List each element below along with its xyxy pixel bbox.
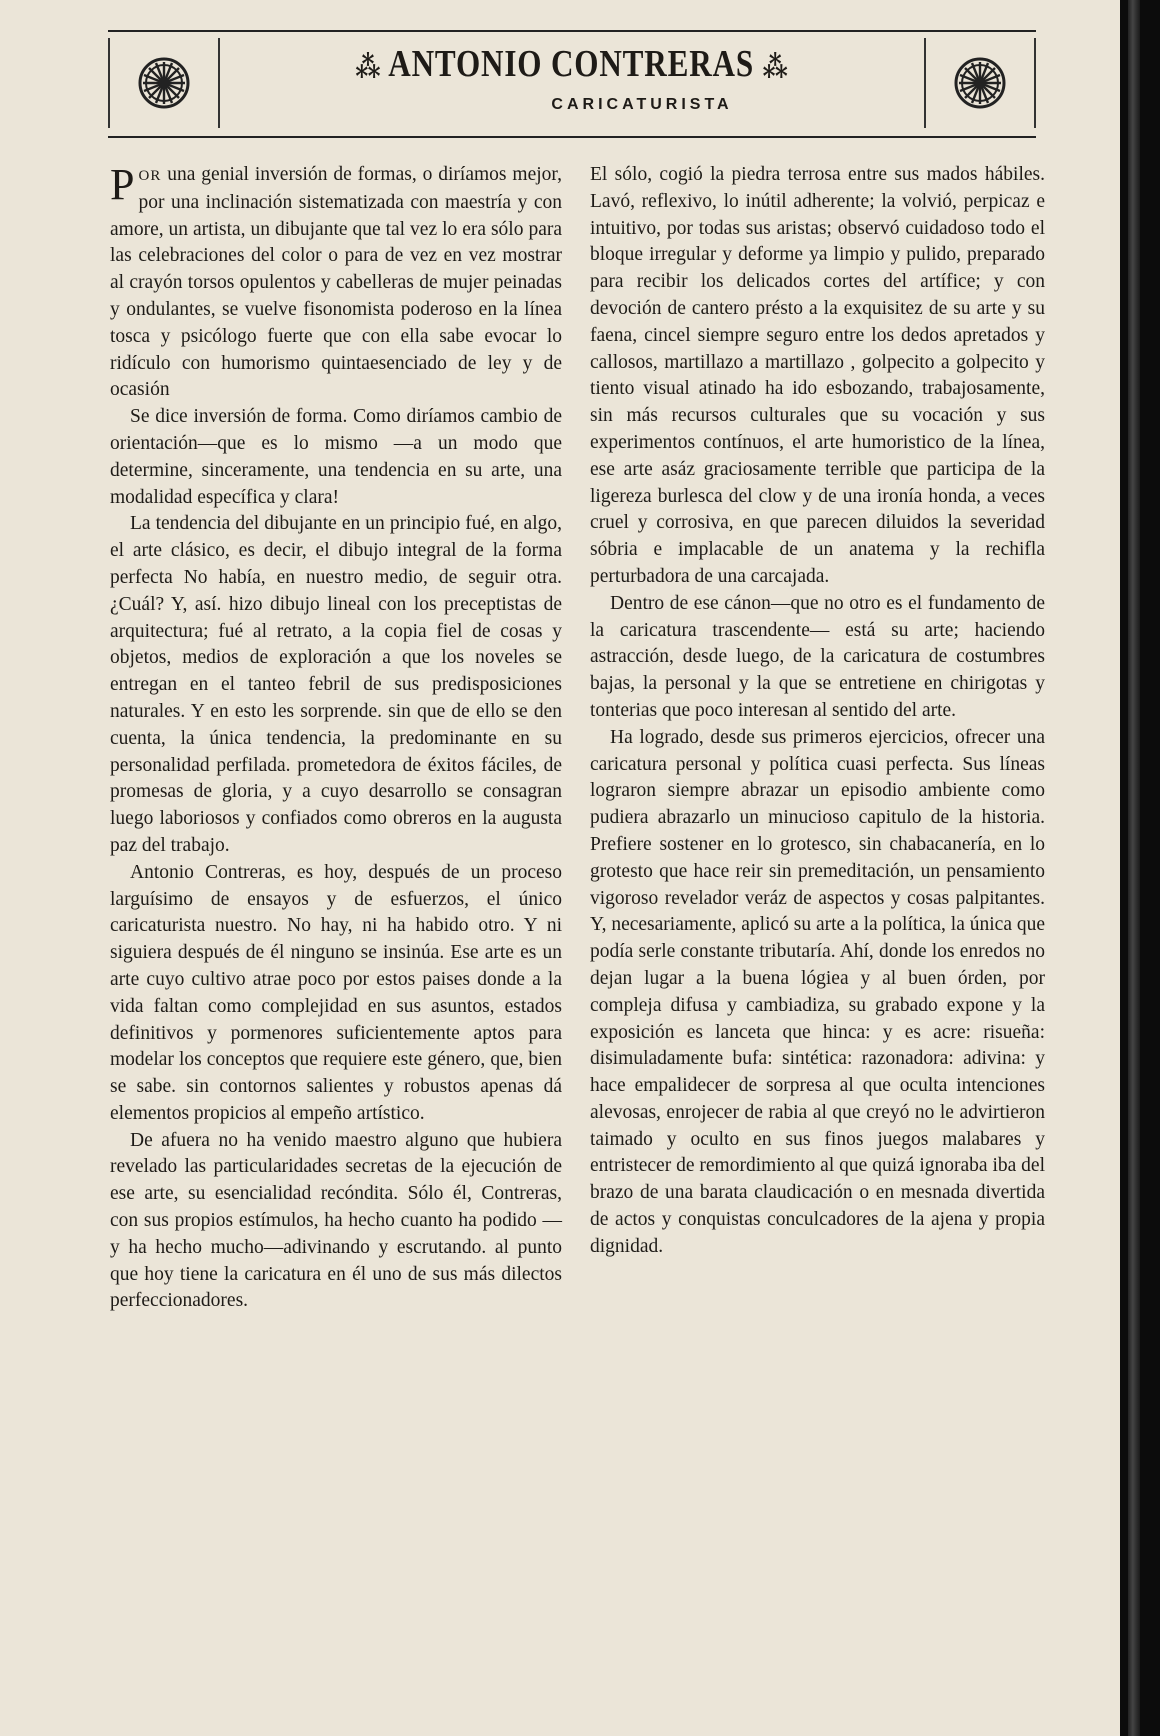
paragraph: De afuera no ha venido maestro alguno que hubiera revelado las particularidades secretas de la ejecución de ese arte, su esencialidad recóndita. Sólo él, Contreras, con sus propios estímulos, ha hecho cuanto ha podido —y ha hecho mucho—adivinando y escrutando. al punto que hoy tiene la caricatura en él uno de sus más dilectos perfeccionadores. (110, 1129, 562, 1312)
title-ornament-right-icon: ⁂ (762, 50, 789, 84)
paragraph (110, 162, 562, 404)
paragraph: Ha logrado, desde sus primeros ejercicios, ofrecer una caricatura personal y política cuasi perfecta. Sus líneas lograron siempre abrazar un episodio ambiente como pudiera abrazarlo un minucioso capitulo de la historia. Prefiere sostener en lo grotesco, sin chabacanería, en lo grotesto que hace reir sin premeditación, un pensamiento vigoroso revelador veráz de aspectos y cosas palpitantes. Y, necesariamente, aplicó su arte a la política, la única que podía serle constante tributaría. Ahí, donde los enredos no dejan lugar a la buena lógiea y al buen órden, por compleja difusa y cambiadiza, su grabado expone y la exposición es lanceta que hinca: y es acre: risueña: disimuladamente bufa: sintética: razonadora: adivina: y hace empalidecer de sorpresa al que oculta intenciones alevosas, enrojecer de rabia al que creyó no le advirtieron taimado y oculto en sus finos juegos malabares y entristecer de remordimiento al que quizá ignoraba iba del brazo de una barata claudicación o en mesnada divertida de actos y conquistas conculcadores de la ajena y propia dignidad. (590, 726, 1045, 1257)
flower-emblem-icon (953, 56, 1007, 110)
drop-cap: P (110, 160, 135, 209)
title-ornament-left-icon: ⁂ (355, 50, 382, 84)
flower-emblem-icon (137, 56, 191, 110)
paragraph-text: una genial inversión de formas, o diríamos mejor, por una inclinación sistematizada con maestría y con amore, un artista, un dibujante que tal vez lo era sólo para las celebraciones del color o para de vez en vez mostrar al crayón torsos opulentos y cabelleras de mujer peinadas y ondulantes, se vuelve fisonomista poderoso en la línea tosca y psicólogo fuerte que con ella sabe evocar lo ridículo con humorismo quintaesenciado de ley y de ocasión (110, 164, 562, 401)
paragraph: La tendencia del dibujante en un principio fué, en algo, el arte clásico, es decir, el dibujo integral de la forma perfecta No había, en nuestro medio, de seguir otra. ¿Cuál? Y, así. hizo dibujo lineal con los preceptistas de arquitectura; fué al retrato, a la copia fiel de cosas y objetos, medios de exploración a que los noveles se entregan en el tanteo febril de sus predisposiciones naturales. Y en esto les sorprende. sin que de ello se den cuenta, la única tendencia, la predominante en su personalidad perfilada. prometedora de éxitos fáciles, de promesas de gloria, y a cuyo desarrollo se consagran luego laboriosos y confiados como obreros en la augusta paz del trabajo. (110, 513, 562, 856)
article-header (108, 30, 1036, 138)
lead-word: OR (138, 168, 162, 184)
article-subtitle: CARICATURISTA (551, 96, 733, 113)
paragraph: Se dice inversión de forma. Como diríamos cambio de orientación—que es lo mismo —a un modo que determine, sinceramente, una tendencia en su arte, una modalidad específica y clara! (110, 406, 562, 508)
article-title (290, 42, 854, 86)
left-ornament-box (108, 38, 220, 128)
page-edge (1120, 0, 1160, 1736)
title-text: ANTONIO CONTRERAS (388, 43, 754, 85)
left-column (110, 162, 562, 1315)
paragraph: El sólo, cogió la piedra terrosa entre sus mados hábiles. Lavó, reflexivo, lo inútil adherente; la volvió, perpicaz e intuitivo, por todas sus aristas; observó cuidadoso todo el bloque irregular y deforme ya limpio y pulido, preparado para recibir los delicados cortes del artífice; y con devoción de cantero présto a la exquisitez de su arte y su faena, cincel siempre seguro entre los dedos apretados y callosos, martillazo a martillazo , golpecito a golpecito y tiento visual atinado ha ido esbozando, trabajosamente, sin más recursos culturales que su vocación y sus experimentos contínuos, el arte humoristico de la línea, ese arte asáz graciosamente terrible que participa de la ligereza burlesca del clow y de una ironía honda, a veces cruel y corrosiva, en que parecen diluidos la severidad sóbria e implacable de un anatema y la rechifla perturbadora de una carcajada. (590, 164, 1045, 587)
paragraph: Antonio Contreras, es hoy, después de un proceso larguísimo de ensayos y de esfuerzos, el único caricaturista nuestro. No hay, ni ha habido otro. Y ni siguiera después de él ninguno se insinúa. Ese arte es un arte cuyo cultivo atrae poco por estos paises donde a la vida faltan como complejidad en sus asuntos, estados definitivos y pormenores suficientemente aptos para modelar los conceptos que requiere este género, que, bien se sabe. sin contornos salientes y robustos apenas dá elementos propicios al empeño artístico. (110, 861, 562, 1124)
right-ornament-box (924, 38, 1036, 128)
right-column (590, 162, 1045, 1261)
binding-strip (1128, 0, 1140, 1736)
paragraph: Dentro de ese cánon—que no otro es el fundamento de la caricatura trascendente— está su arte; haciendo astracción, desde luego, de la caricatura de costumbres bajas, la personal y la que se entretiene en chirigotas y tonterias que poco interesan al sentido del arte. (590, 592, 1045, 721)
